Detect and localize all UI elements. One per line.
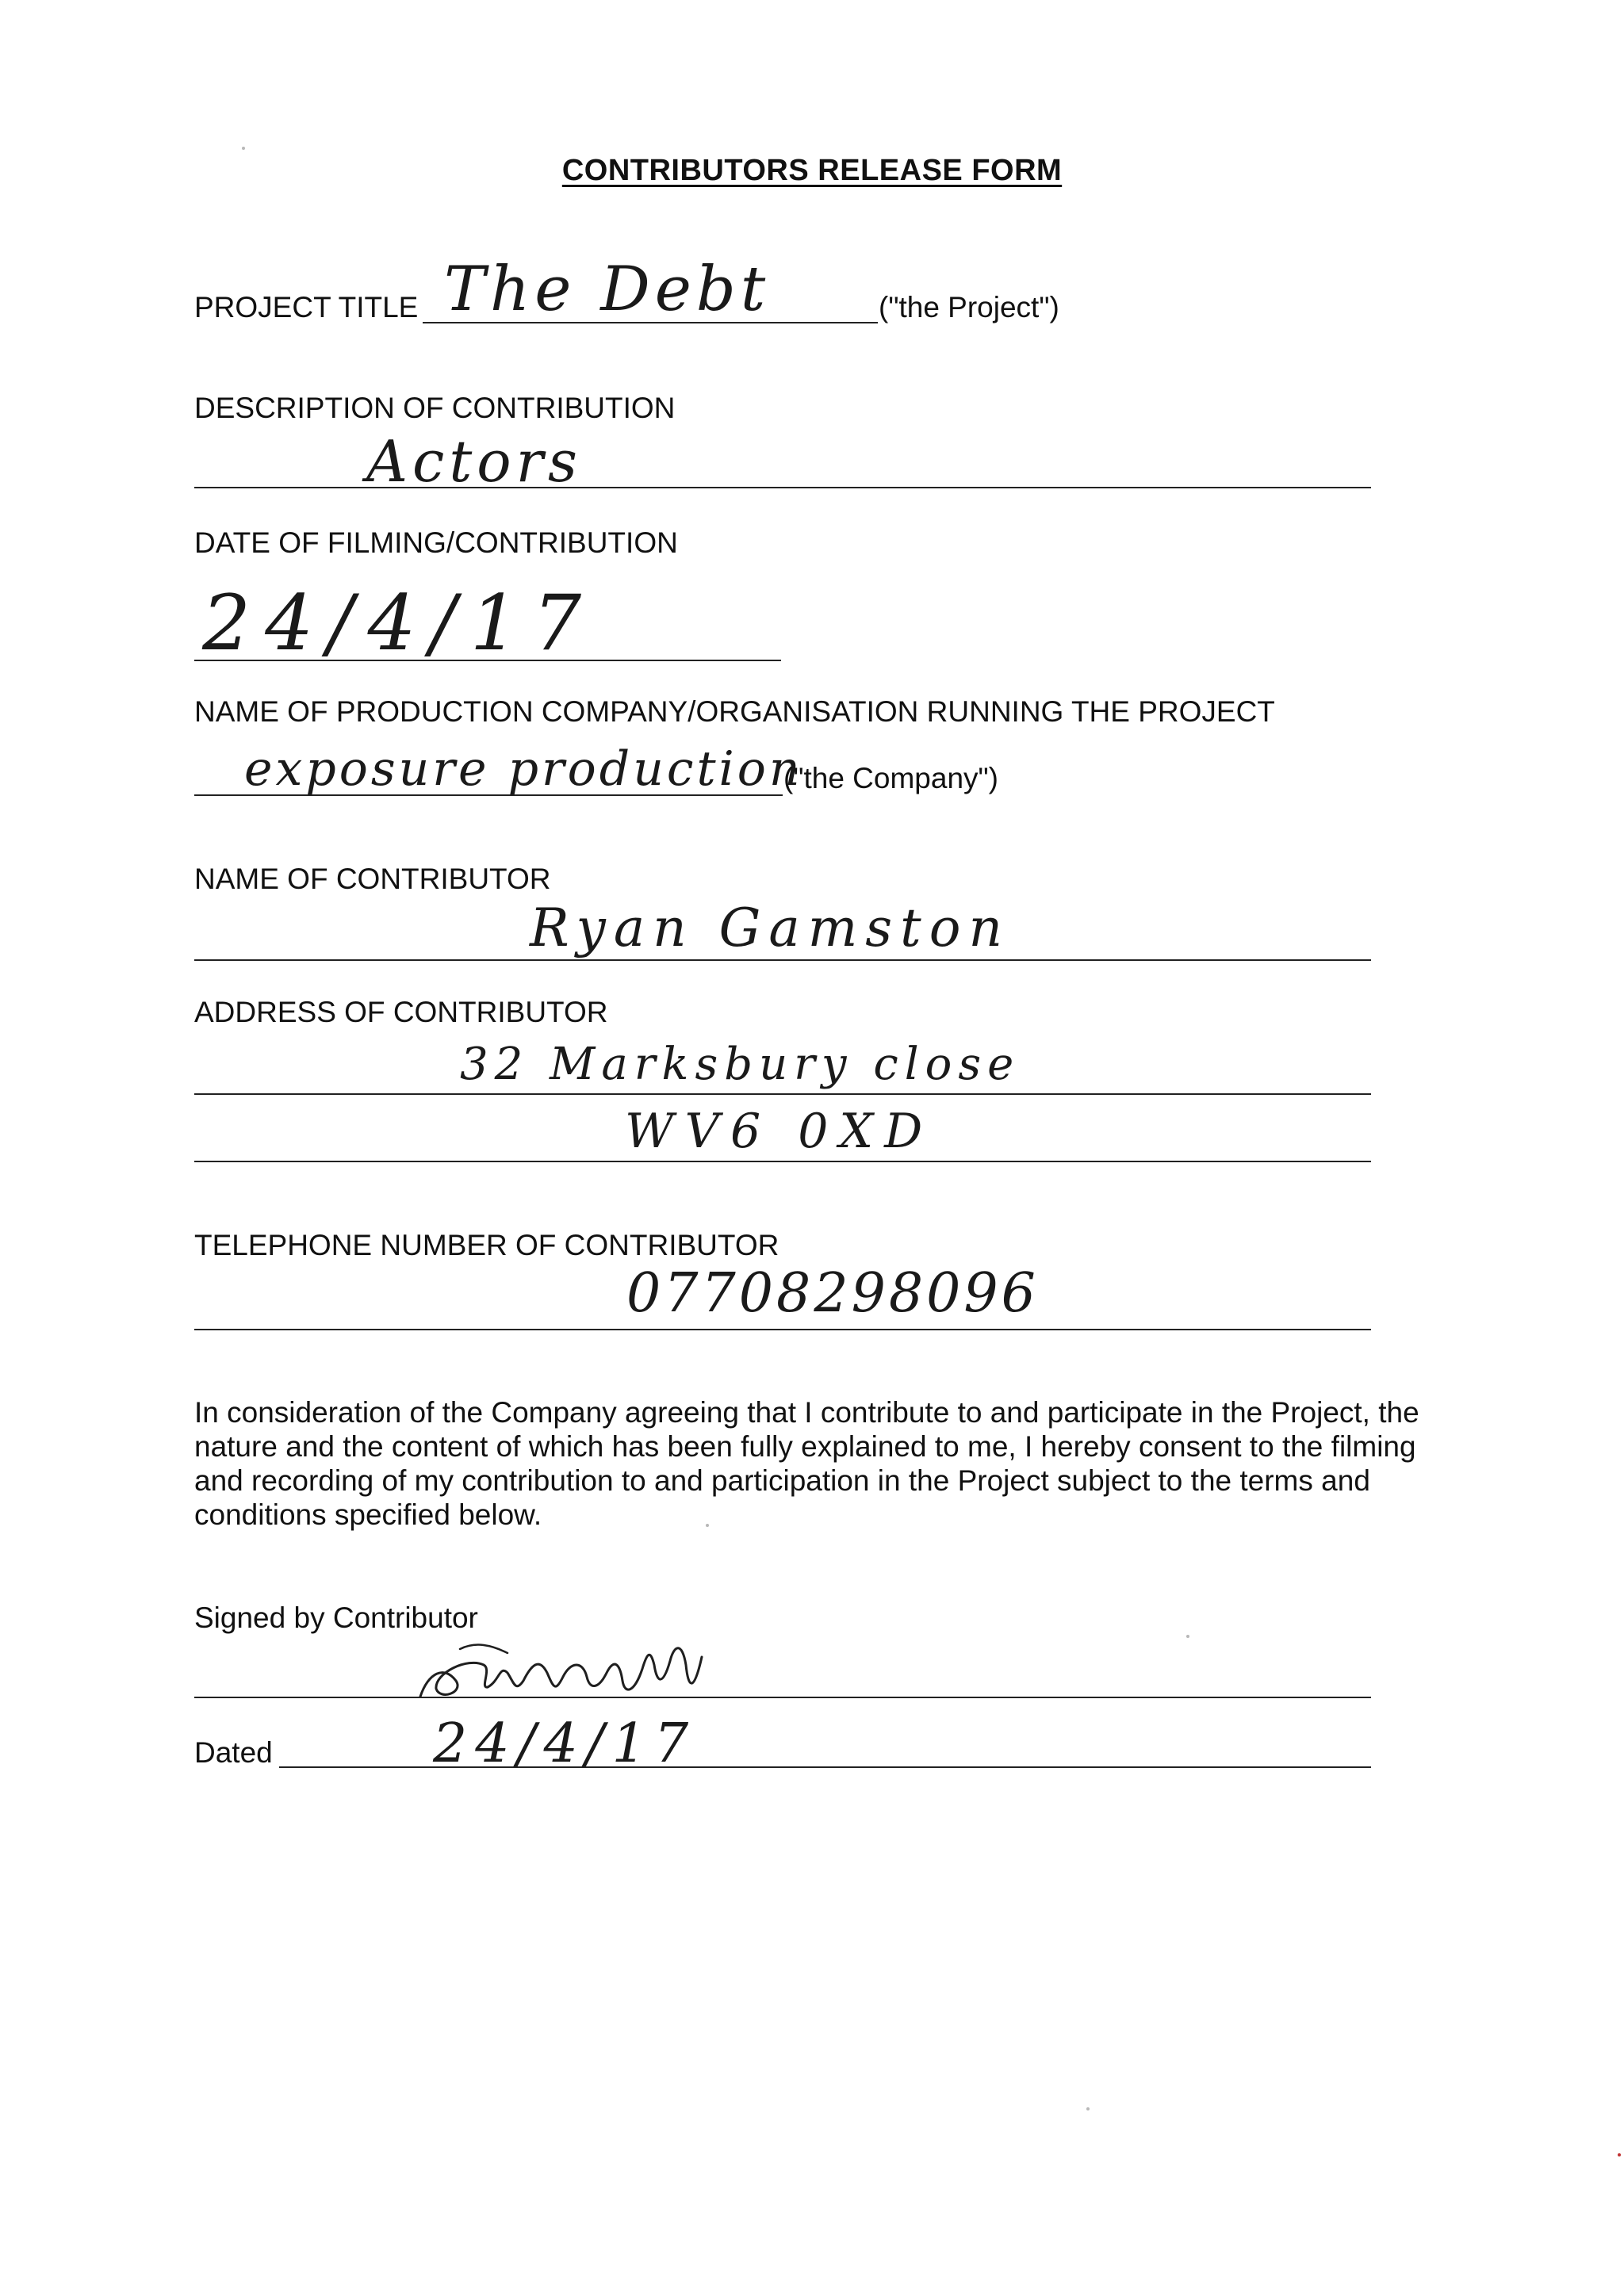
description-label: DESCRIPTION OF CONTRIBUTION: [194, 392, 676, 424]
signature-line: [194, 1697, 1371, 1698]
address-label: ADDRESS OF CONTRIBUTOR: [194, 996, 608, 1028]
dated-value: 24/4/17: [433, 1712, 697, 1775]
telephone-label: TELEPHONE NUMBER OF CONTRIBUTOR: [194, 1229, 779, 1261]
project-title-value: The Debt: [444, 254, 771, 325]
project-title-label: PROJECT TITLE: [194, 291, 419, 323]
form-title: CONTRIBUTORS RELEASE FORM: [561, 154, 1063, 187]
address-line-1-rule: [194, 1093, 1371, 1095]
scan-speck: [706, 1524, 709, 1527]
address-line-1: 32 Marksbury close: [460, 1039, 1021, 1090]
date-label: DATE OF FILMING/CONTRIBUTION: [194, 526, 678, 559]
scan-speck: [1086, 2107, 1090, 2110]
telephone-line: [194, 1329, 1371, 1330]
contributor-label: NAME OF CONTRIBUTOR: [194, 863, 551, 895]
description-value: Actors: [366, 428, 582, 495]
contributor-value: Ryan Gamston: [530, 897, 1010, 959]
scan-speck: [242, 147, 245, 150]
address-line-2-rule: [194, 1161, 1371, 1162]
scan-speck: [1186, 1635, 1189, 1638]
contributor-signature: [412, 1625, 714, 1712]
company-value: exposure production: [244, 741, 803, 797]
telephone-value: 07708298096: [626, 1262, 1039, 1325]
date-value: 24/4/17: [202, 579, 596, 668]
contributor-line: [194, 959, 1371, 961]
consent-paragraph: In consideration of the Company agreeing that I contribute to and participate in the Project, the nature and the content of which has been fully explained to me, I hereby consent to the filming and recording of my contribution to and participation in the Project subject to the terms and conditions specified below.: [194, 1396, 1419, 1531]
company-label: NAME OF PRODUCTION COMPANY/ORGANISATION RUNNING THE PROJECT: [194, 695, 1275, 728]
dated-label: Dated: [194, 1736, 273, 1769]
company-suffix: ("the Company"): [783, 762, 998, 794]
address-line-2: WV6 0XD: [625, 1104, 934, 1159]
scan-speck-red: [1618, 2153, 1621, 2156]
signed-label: Signed by Contributor: [194, 1601, 478, 1634]
project-suffix: ("the Project"): [879, 291, 1059, 323]
